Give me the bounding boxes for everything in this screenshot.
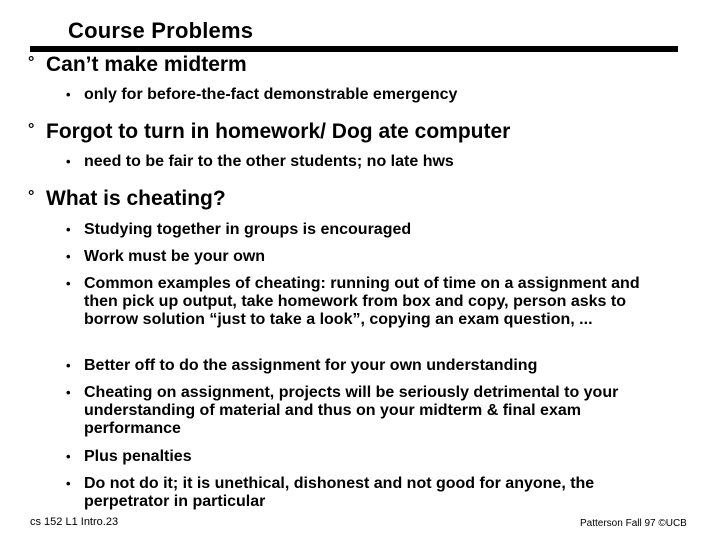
sub-bullet-3-4 <box>66 357 676 375</box>
sub-bullet-3-3 <box>66 275 676 329</box>
title-underline <box>30 46 678 52</box>
sub-bullet-3-6 <box>66 448 676 466</box>
bullet-item-1 <box>28 53 247 77</box>
level2-bullet-marker: • <box>66 385 71 400</box>
footer-copyright: Patterson Fall 97 ©UCB <box>580 518 687 529</box>
sub-bullet-text: Better off to do the assignment for your own understanding <box>84 357 538 374</box>
level2-bullet-marker: • <box>66 276 71 291</box>
sub-bullet-text: Work must be your own <box>84 248 266 265</box>
bullet-item-2 <box>28 120 510 144</box>
sub-bullet-3-5 <box>66 384 676 438</box>
sub-bullet-text: Common examples of cheating: running out of time on a assignment and then pick up output, take homework from box and copy, person asks to borrow solution “just to take a look”, copying an exam question, ... <box>84 275 640 328</box>
sub-bullet-2-1 <box>66 153 676 171</box>
bullet-item-text: Forgot to turn in homework/ Dog ate computer <box>46 120 511 143</box>
footer-slide-id: cs 152 L1 Intro.23 <box>30 516 119 528</box>
level1-bullet-marker: ° <box>28 54 35 71</box>
level2-bullet-marker: • <box>66 222 71 237</box>
sub-bullet-text: Studying together in groups is encouraged <box>84 221 412 238</box>
level2-bullet-marker: • <box>66 249 71 264</box>
bullet-item-text: What is cheating? <box>46 187 226 210</box>
bullet-item-text: Can’t make midterm <box>46 53 247 76</box>
level2-bullet-marker: • <box>66 449 71 464</box>
sub-bullet-text: only for before-the-fact demonstrable emergency <box>84 86 458 103</box>
sub-bullet-text: Do not do it; it is unethical, dishonest and not good for anyone, the perpetrator in particular <box>84 475 595 510</box>
sub-bullet-3-7 <box>66 475 676 511</box>
sub-bullet-3-1 <box>66 221 676 239</box>
sub-bullet-text: Plus penalties <box>84 448 192 465</box>
level2-bullet-marker: • <box>66 87 71 102</box>
level1-bullet-marker: ° <box>28 188 35 205</box>
slide-title: Course Problems <box>68 18 254 43</box>
bullet-item-3 <box>28 187 226 211</box>
sub-bullet-1-1 <box>66 86 676 104</box>
sub-bullet-3-2 <box>66 248 676 266</box>
sub-bullet-text: need to be fair to the other students; no late hws <box>84 153 454 170</box>
level2-bullet-marker: • <box>66 154 71 169</box>
level1-bullet-marker: ° <box>28 121 35 138</box>
level2-bullet-marker: • <box>66 358 71 373</box>
level2-bullet-marker: • <box>66 476 71 491</box>
sub-bullet-text: Cheating on assignment, projects will be seriously detrimental to your understanding of material and thus on your midterm & final exam performance <box>84 384 619 437</box>
